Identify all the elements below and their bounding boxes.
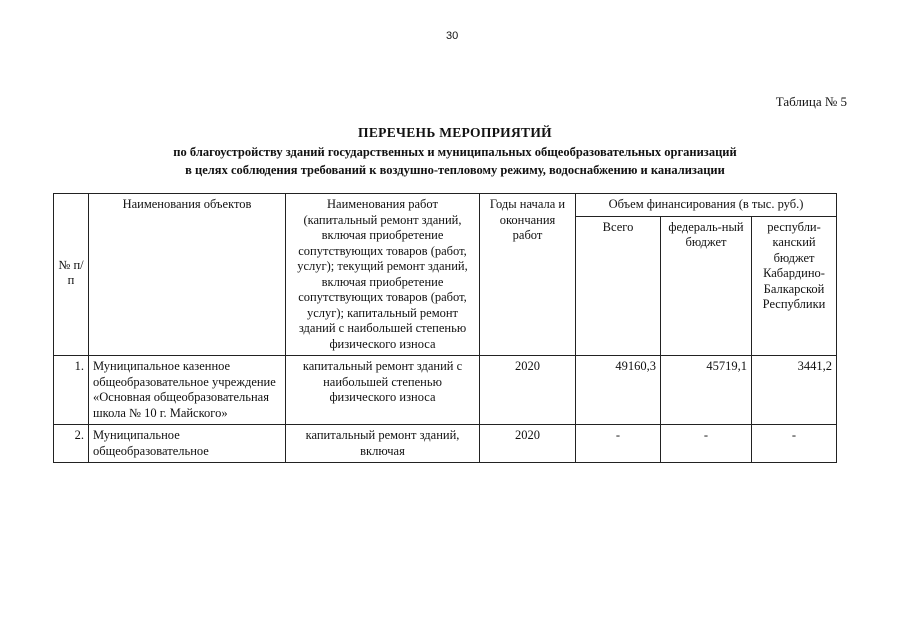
row-total: - — [576, 425, 661, 463]
document-subtitle-line1: по благоустройству зданий государственных и муниципальных общеобразовательных организаций — [173, 145, 737, 159]
header-financing: Объем финансирования (в тыс. руб.) — [576, 194, 837, 217]
row-object: Муниципальное казенное общеобразовательное учреждение «Основная общеобразовательная школа № 10 г. Майского» — [89, 356, 286, 425]
header-federal: федераль-ный бюджет — [661, 216, 752, 356]
row-num: 1. — [54, 356, 89, 425]
row-work: капитальный ремонт зданий, включая — [286, 425, 480, 463]
row-num: 2. — [54, 425, 89, 463]
measures-table — [53, 193, 837, 463]
row-years: 2020 — [480, 425, 576, 463]
row-federal: 45719,1 — [661, 356, 752, 425]
row-years: 2020 — [480, 356, 576, 425]
header-num: № п/п — [54, 194, 89, 356]
row-work: капитальный ремонт зданий с наибольшей степенью физического износа — [286, 356, 480, 425]
document-title: ПЕРЕЧЕНЬ МЕРОПРИЯТИЙ — [358, 125, 552, 140]
row-total: 49160,3 — [576, 356, 661, 425]
header-total: Всего — [576, 216, 661, 356]
table-label: Таблица № 5 — [775, 94, 847, 109]
table-row — [54, 356, 837, 425]
header-republic: республи-канский бюджет Кабардино-Балкарской Республики — [752, 216, 837, 356]
row-republic: 3441,2 — [752, 356, 837, 425]
document-subtitle-line2: в целях соблюдения требований к воздушно-тепловому режиму, водоснабжению и канализации — [185, 163, 725, 177]
header-objects: Наименования объектов — [89, 194, 286, 356]
page-number: 30 — [446, 30, 459, 42]
row-object: Муниципальное общеобразовательное — [89, 425, 286, 463]
header-years: Годы начала и окончания работ — [480, 194, 576, 356]
row-federal: - — [661, 425, 752, 463]
row-republic: - — [752, 425, 837, 463]
table-row — [54, 425, 837, 463]
header-works: Наименования работ (капитальный ремонт зданий, включая приобретение сопутствующих товаров (работ, услуг); текущий ремонт зданий, включая приобретение сопутствующих товаров (работ, услуг); капитальный ремонт зданий с наибольшей степенью физического износа — [286, 194, 480, 356]
